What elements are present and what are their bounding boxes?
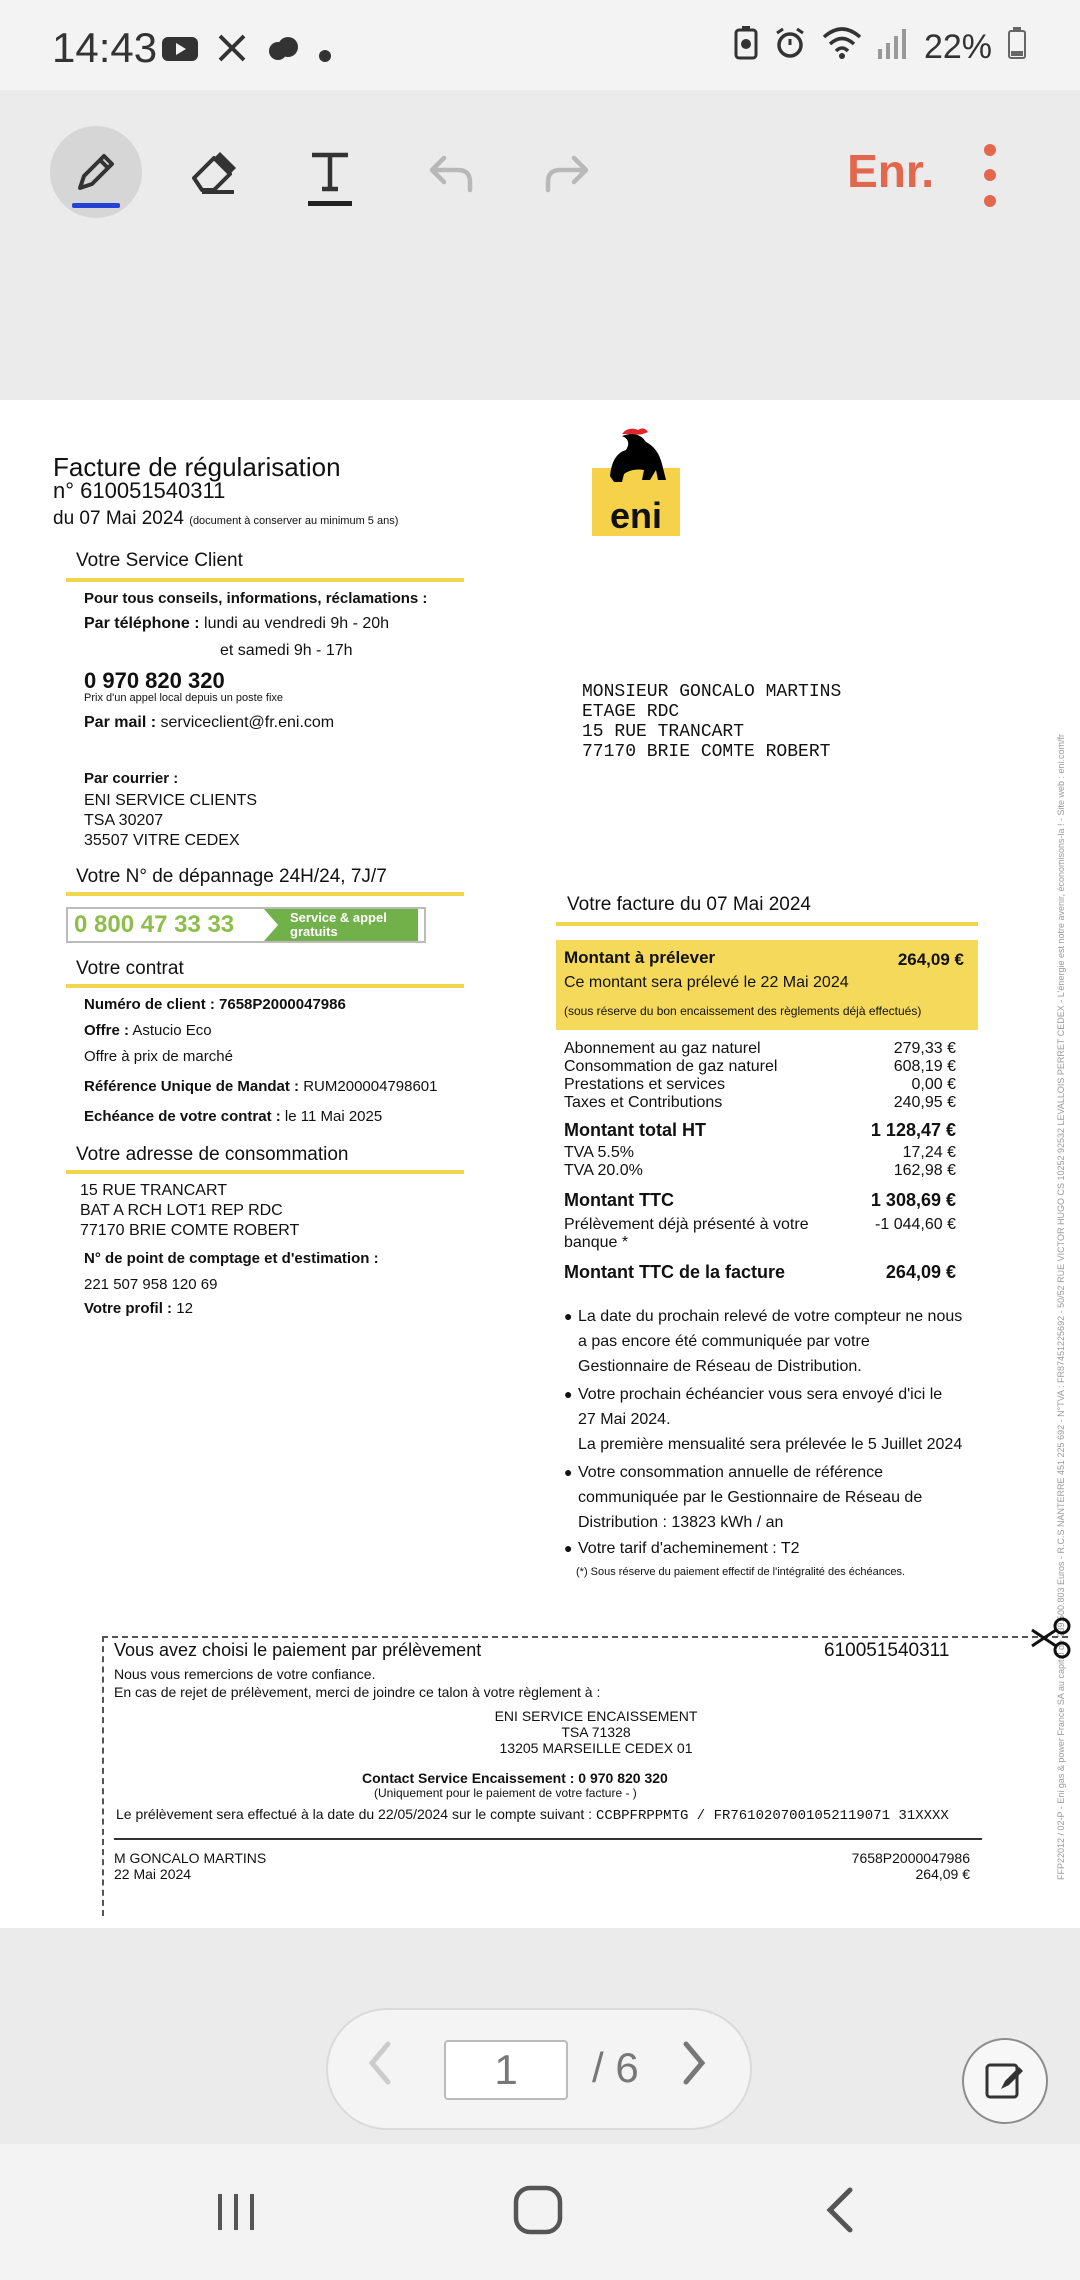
dot-icon — [318, 34, 332, 70]
tva-value: 162,98 € — [893, 1162, 956, 1179]
pen-icon[interactable] — [50, 126, 142, 218]
badge-line-1: Service & appel — [290, 910, 387, 925]
bullet-line: Distribution : 13823 kWh / an — [578, 1514, 784, 1531]
scissors-icon — [1030, 1616, 1074, 1660]
ttc-row — [564, 1190, 956, 1211]
ttc-facture-row — [564, 1262, 956, 1283]
section-divider — [66, 892, 464, 896]
coupon-address — [486, 1708, 706, 1756]
eni-logo-text: eni — [609, 495, 663, 536]
profil-label: Votre profil : — [84, 1300, 173, 1317]
tva-20-row — [564, 1162, 956, 1180]
deja-preleve-value: -1 044,60 € — [875, 1216, 956, 1233]
eraser-icon[interactable] — [168, 126, 260, 218]
line-label: Abonnement au gaz naturel — [564, 1040, 761, 1057]
redo-icon[interactable] — [522, 126, 614, 218]
consommation-line-3: 77170 BRIE COMTE ROBERT — [80, 1222, 300, 1239]
text-tool-underline — [308, 201, 352, 206]
client-number-line — [84, 996, 346, 1013]
coupon-prelevement-text: Le prélèvement sera effectué à la date du 22/05/2024 sur le compte suivant : — [116, 1806, 593, 1822]
post-line-1: ENI SERVICE CLIENTS — [84, 792, 258, 809]
line-prestations — [564, 1076, 956, 1094]
section-divider — [66, 578, 464, 582]
bullet-line: ● Votre tarif d'acheminement : T2 — [578, 1540, 800, 1557]
info-bullet-1 — [564, 1304, 976, 1379]
total-ht-row — [564, 1120, 956, 1141]
more-options-icon[interactable] — [970, 130, 1010, 220]
pce-value: 221 507 958 120 69 — [84, 1276, 218, 1293]
coupon-address-line: TSA 71328 — [561, 1724, 631, 1740]
invoice-date-text: du 07 Mai 2024 — [53, 508, 184, 529]
line-label: Taxes et Contributions — [564, 1094, 723, 1111]
depannage-number: 0 800 47 33 33 — [74, 911, 235, 938]
post-label: Par courrier : — [84, 770, 179, 787]
status-icons-left — [162, 32, 332, 71]
invoice-number: n° 610051540311 — [53, 478, 226, 503]
legal-vertical-content: FFP22012 / 02-P - Eni gas & power France SA au capital de 239.500.803 Euros - R.C.S NANTERRE 451 225 692 - N°TVA : FR87451225692 - 50/52 RUE VICTOR HUGO CS 10252 92532 LEVALLOIS PERRET CEDEX - L'énergie est notre avenir, économisons-la ! - Site web : eni.com/fr — [1056, 733, 1066, 1880]
deja-preleve-label — [564, 1216, 809, 1252]
echeance-value: le 11 Mai 2025 — [284, 1108, 383, 1125]
mandat-value: RUM200004798601 — [303, 1078, 438, 1095]
phone-hours-weekday: lundi au vendredi 9h - 20h — [204, 615, 390, 632]
coupon-divider — [114, 1838, 982, 1840]
page-number-input[interactable]: 1 — [444, 2040, 568, 2100]
alarm-icon — [774, 27, 806, 66]
chevron-left-icon[interactable] — [364, 2036, 394, 2101]
battery-saver-icon — [734, 26, 758, 67]
bullet-line: ● Votre prochain échéancier vous sera envoyé d'ici le — [578, 1386, 943, 1403]
signal-icon — [878, 27, 908, 66]
recipient-address — [582, 682, 841, 762]
mandat-label: Référence Unique de Mandat : — [84, 1078, 300, 1095]
free-service-badge — [264, 909, 418, 941]
status-bar — [0, 0, 1080, 90]
tva-label: TVA 5.5% — [564, 1144, 634, 1161]
service-client-heading: Votre Service Client — [76, 550, 243, 571]
info-bullet-3 — [564, 1460, 976, 1535]
payment-coupon — [102, 1636, 1068, 1916]
line-label: Consommation de gaz naturel — [564, 1058, 778, 1075]
pce-label: N° de point de comptage et d'estimation : — [84, 1250, 379, 1267]
offre-value: Astucio Eco — [132, 1022, 212, 1039]
tva-55-row — [564, 1144, 956, 1162]
deja-label-line-2: banque * — [564, 1234, 629, 1251]
bullet-line: a pas encore été communiquée par votre — [578, 1333, 870, 1350]
deja-preleve-row — [564, 1216, 956, 1252]
bullet-line: Gestionnaire de Réseau de Distribution. — [578, 1358, 862, 1375]
service-intro: Pour tous conseils, informations, réclamations : — [84, 590, 428, 607]
coupon-address-line: ENI SERVICE ENCAISSEMENT — [494, 1708, 698, 1724]
coupon-ref: 610051540311 — [824, 1640, 950, 1661]
recipient-line-3: 15 RUE TRANCART — [582, 722, 745, 742]
mail-line — [84, 714, 334, 732]
line-consommation — [564, 1058, 956, 1076]
bullet-line: communiquée par le Gestionnaire de Réseau de — [578, 1489, 923, 1506]
deja-label-line-1: Prélèvement déjà présenté à votre — [564, 1216, 809, 1233]
document-page — [0, 400, 1080, 1928]
profil-line — [84, 1300, 193, 1317]
phone-note: Prix d'un appel local depuis un poste fixe — [84, 692, 284, 704]
phone-hours-saturday: et samedi 9h - 17h — [220, 642, 353, 659]
save-button[interactable]: Enr. — [847, 145, 934, 197]
line-value: 608,19 € — [893, 1058, 956, 1075]
mail-address: serviceclient@fr.eni.com — [160, 714, 335, 731]
youtube-icon — [162, 34, 198, 70]
page-total: / 6 — [592, 2044, 639, 2091]
status-icons-right — [734, 26, 1026, 67]
consommation-heading: Votre adresse de consommation — [76, 1144, 349, 1165]
post-line-3: 35507 VITRE CEDEX — [84, 832, 240, 849]
pen-active-underline — [72, 203, 120, 208]
client-number-label: Numéro de client : — [84, 996, 215, 1013]
consommation-line-1: 15 RUE TRANCART — [80, 1182, 227, 1199]
echeance-label: Echéance de votre contrat : — [84, 1108, 281, 1125]
footnote: (*) Sous réserve du paiement effectif de l'intégralité des échéances. — [576, 1566, 906, 1578]
toolbar — [0, 90, 1080, 253]
contrat-heading: Votre contrat — [76, 958, 184, 979]
tva-label: TVA 20.0% — [564, 1162, 643, 1179]
home-icon[interactable] — [512, 2184, 564, 2249]
wifi-icon — [822, 27, 862, 66]
recipient-line-2: ETAGE RDC — [582, 702, 680, 722]
recipient-line-4: 77170 BRIE COMTE ROBERT — [582, 742, 831, 762]
text-icon[interactable] — [284, 126, 376, 218]
coupon-date: 22 Mai 2024 — [114, 1866, 192, 1882]
invoice-title: Facture de régularisation — [53, 452, 341, 482]
offre-line — [84, 1022, 212, 1039]
invoice-date — [53, 508, 398, 530]
line-value: 279,33 € — [893, 1040, 956, 1057]
coupon-thanks: Nous vous remercions de votre confiance. — [114, 1666, 376, 1682]
bullet-line: ● La date du prochain relevé de votre compteur ne nous — [578, 1308, 963, 1325]
line-value: 0,00 € — [911, 1076, 956, 1093]
section-divider — [556, 922, 978, 926]
amount-to-debit-label: Montant à prélever — [564, 948, 716, 967]
line-abonnement — [564, 1040, 956, 1058]
coupon-contact: Contact Service Encaissement : 0 970 820 320 — [362, 1770, 668, 1786]
mandat-line — [84, 1078, 438, 1095]
recent-apps-icon[interactable] — [212, 2184, 260, 2249]
phone-label: Par téléphone : — [84, 615, 200, 632]
ttc-facture-value: 264,09 € — [885, 1262, 956, 1282]
line-value: 240,95 € — [893, 1094, 956, 1111]
offre-note: Offre à prix de marché — [84, 1048, 233, 1065]
back-icon[interactable] — [822, 2184, 858, 2249]
profil-value: 12 — [176, 1300, 193, 1317]
reserve-note: (sous réserve du bon encaissement des règlements déjà effectués) — [564, 1004, 922, 1018]
ttc-value: 1 308,69 € — [870, 1190, 956, 1210]
undo-icon[interactable] — [404, 126, 496, 218]
total-ht-label: Montant total HT — [564, 1120, 706, 1140]
sign-button[interactable] — [962, 2038, 1048, 2124]
ttc-facture-label: Montant TTC de la facture — [564, 1262, 786, 1282]
line-label: Prestations et services — [564, 1076, 725, 1093]
page-navigator — [326, 2008, 752, 2130]
line-taxes — [564, 1094, 956, 1112]
consommation-line-2: BAT A RCH LOT1 REP RDC — [80, 1202, 283, 1219]
weather-icon — [266, 34, 300, 70]
badge-line-2: gratuits — [290, 924, 338, 939]
coupon-heading: Vous avez choisi le paiement par prélèvement — [114, 1640, 482, 1660]
coupon-account: CCBPFRPPMTG / FR7610207001052119071 31XXXX — [595, 1808, 949, 1824]
status-time: 14:43 — [52, 24, 158, 71]
ttc-label: Montant TTC — [564, 1190, 674, 1210]
info-bullet-2 — [564, 1382, 976, 1457]
echeance-line — [84, 1108, 382, 1125]
debit-date-note: Ce montant sera prélevé le 22 Mai 2024 — [564, 974, 849, 991]
battery-percent: 22% — [923, 27, 992, 66]
battery-icon — [1008, 27, 1026, 66]
amount-to-debit-box — [556, 940, 978, 1030]
coupon-client-id: 7658P2000047986 — [851, 1850, 970, 1866]
bullet-line: 27 Mai 2024. — [578, 1411, 671, 1428]
bullet-line: ● Votre consommation annuelle de référence — [578, 1464, 884, 1481]
bullet-line: La première mensualité sera prélevée le 5 Juillet 2024 — [578, 1436, 963, 1453]
chevron-right-icon[interactable] — [680, 2036, 710, 2101]
system-navigation-bar — [0, 2144, 1080, 2280]
amount-to-debit-value: 264,09 € — [897, 950, 964, 969]
section-divider — [66, 1170, 464, 1174]
offre-label: Offre : — [84, 1022, 129, 1039]
coupon-amount: 264,09 € — [915, 1866, 970, 1882]
mail-label: Par mail : — [84, 714, 157, 731]
info-bullet-4 — [564, 1536, 976, 1561]
eni-logo — [592, 424, 680, 536]
depannage-box — [66, 907, 426, 943]
coupon-address-line: 13205 MARSEILLE CEDEX 01 — [499, 1740, 693, 1756]
coupon-prelevement-line — [116, 1806, 949, 1824]
coupon-instruction: En cas de rejet de prélèvement, merci de joindre ce talon à votre règlement à : — [114, 1684, 601, 1700]
sign-pen-icon — [983, 2059, 1027, 2103]
depannage-heading: Votre N° de dépannage 24H/24, 7J/7 — [76, 866, 387, 887]
invoice-date-note: (document à conserver au minimum 5 ans) — [189, 515, 399, 527]
post-line-2: TSA 30207 — [84, 812, 164, 829]
tools-icon — [216, 32, 248, 71]
coupon-name: M GONCALO MARTINS — [114, 1850, 267, 1866]
service-phone-number: 0 970 820 320 — [84, 668, 225, 693]
tva-value: 17,24 € — [902, 1144, 956, 1161]
facture-heading: Votre facture du 07 Mai 2024 — [567, 894, 811, 915]
client-number-value: 7658P2000047986 — [219, 996, 346, 1013]
total-ht-value: 1 128,47 € — [870, 1120, 956, 1140]
section-divider — [66, 984, 464, 988]
recipient-line-1: MONSIEUR GONCALO MARTINS — [582, 682, 842, 702]
coupon-contact-note: (Uniquement pour le paiement de votre facture - ) — [374, 1786, 637, 1800]
phone-line — [84, 615, 389, 633]
